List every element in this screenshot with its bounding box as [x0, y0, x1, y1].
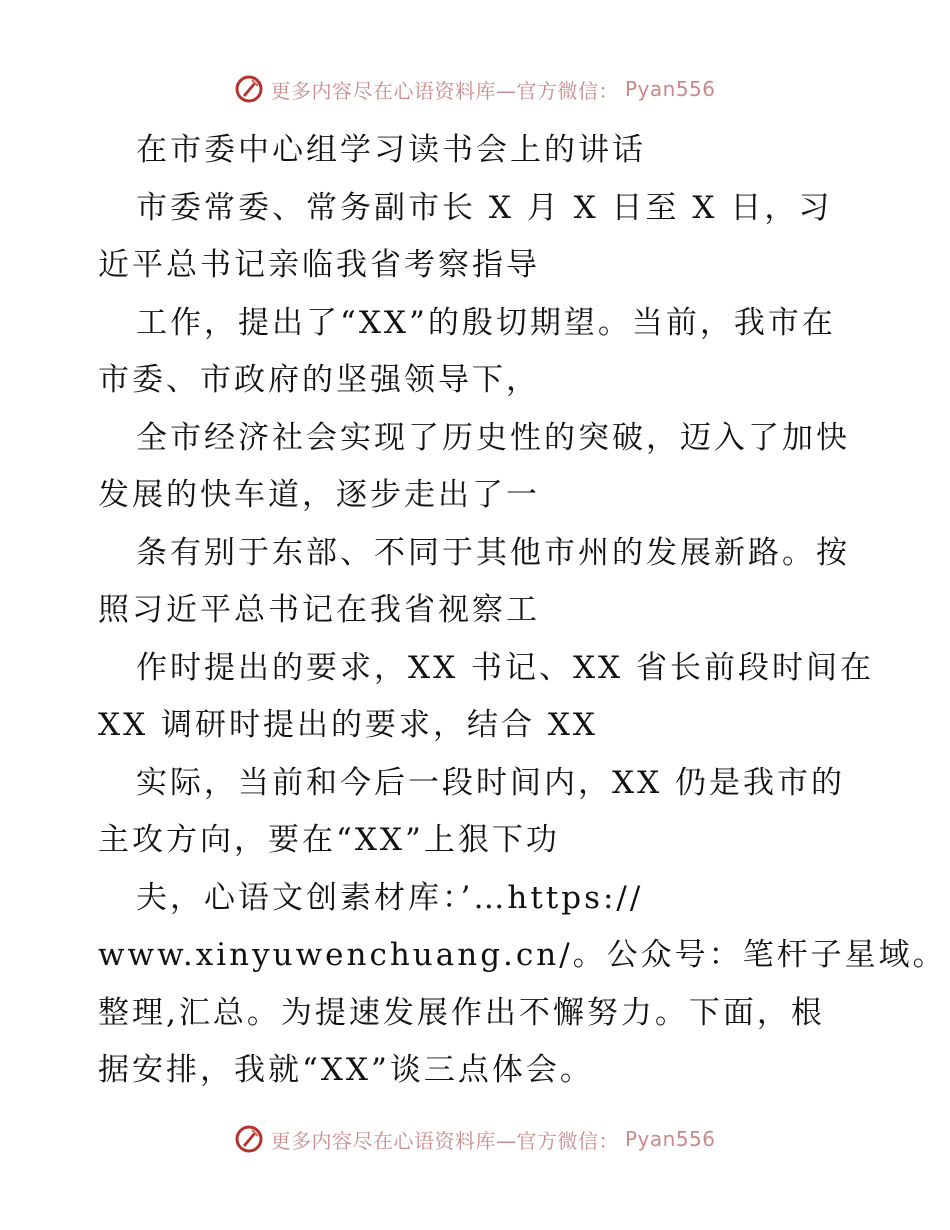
watermark-text: 更多内容尽在心语资料库—官方微信： [270, 1128, 619, 1153]
paragraph-line: 条有别于东部、不同于其他市州的发展新路。按 [136, 534, 850, 571]
quill-seal-icon [234, 74, 264, 104]
paragraph-line: 夫，心语文创素材库：’…https:// [136, 879, 644, 916]
watermark-account: Pyan556 [624, 1127, 716, 1151]
paragraph-line: 整理,汇总。为提速发展作出不懈努力。下面，根 [98, 994, 825, 1031]
paragraph-line: 市委常委、常务副市长 X 月 X 日至 X 日，习 [136, 189, 833, 226]
footer-watermark [0, 1124, 950, 1154]
paragraph-line: 照习近平总书记在我省视察工 [98, 592, 540, 628]
paragraph-line: 发展的快车道，逐步走出了一 [98, 477, 540, 513]
quill-seal-icon [234, 1124, 264, 1154]
paragraph-line: XX 调研时提出的要求，结合 XX [98, 707, 598, 743]
paragraph-line: www.xinyuwenchuang.cn/。公众号：笔杆子星域。 [98, 937, 947, 973]
paragraph-line: 近平总书记亲临我省考察指导 [98, 247, 540, 283]
paragraph-line: 市委、市政府的坚强领导下， [98, 362, 540, 398]
watermark-account: Pyan556 [624, 77, 716, 101]
document-title: 在市委中心组学习读书会上的讲话 [136, 132, 646, 168]
paragraph-line: 工作，提出了“XX”的殷切期望。当前，我市在 [136, 304, 836, 341]
paragraph-line: 实际，当前和今后一段时间内，XX 仍是我市的 [136, 764, 845, 801]
paragraph-line: 据安排，我就“XX”谈三点体会。 [98, 1052, 594, 1088]
paragraph-line: 全市经济社会实现了历史性的突破，迈入了加快 [136, 419, 850, 456]
paragraph-line: 主攻方向，要在“XX”上狠下功 [98, 822, 560, 858]
watermark-text: 更多内容尽在心语资料库—官方微信： [270, 78, 619, 103]
document-body [98, 122, 947, 1100]
paragraph-line: 作时提出的要求，XX 书记、XX 省长前段时间在 [136, 649, 874, 686]
header-watermark [0, 74, 950, 104]
